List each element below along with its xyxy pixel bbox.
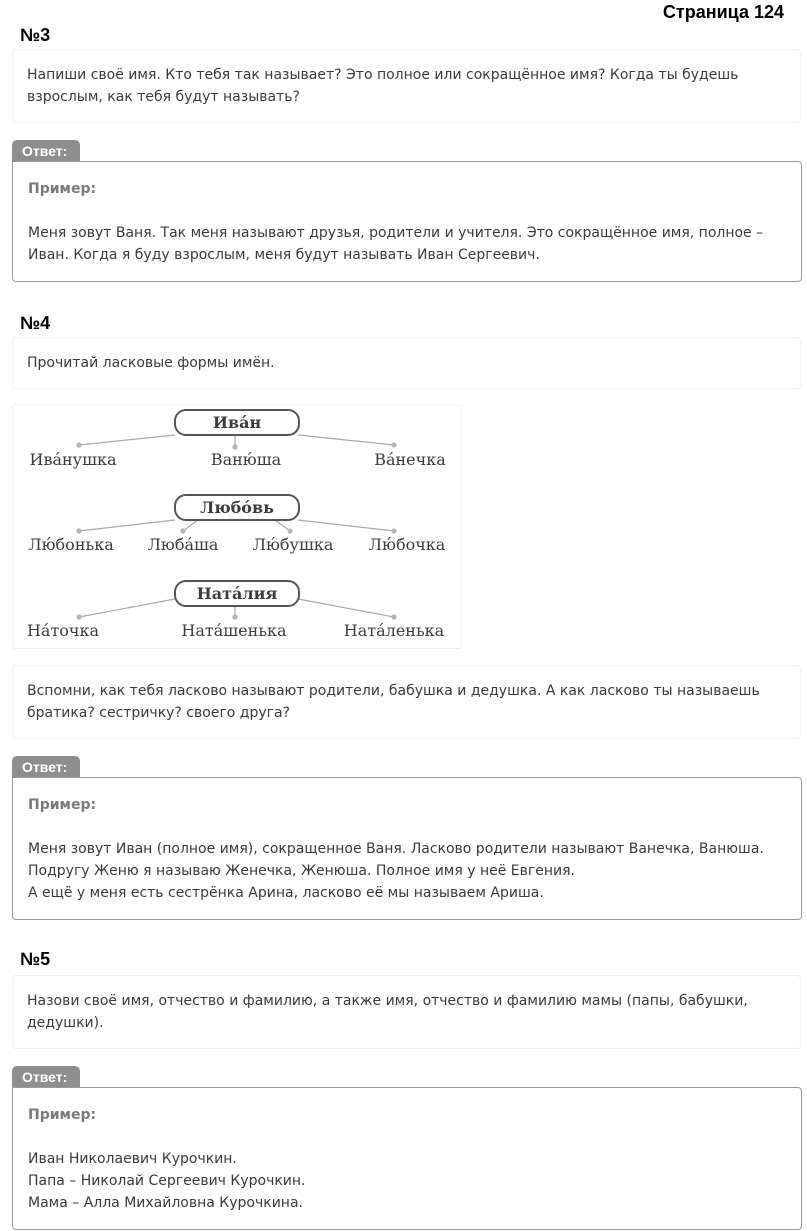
form-vanyusha: Ваню́ша xyxy=(210,450,282,469)
answer-line: Меня зовут Иван (полное имя), сокращенное Ваня. Ласково родители называют Ванечка, Ванюша. xyxy=(28,841,764,857)
name-lyubov: Любо́вь xyxy=(200,498,274,517)
form-vanechka: Ва́нечка xyxy=(374,450,446,469)
answer-line: А ещё у меня есть сестрёнка Арина, ласково её мы называем Ариша. xyxy=(28,885,544,901)
name-forms-diagram xyxy=(12,404,462,649)
name-natalia: Ната́лия xyxy=(196,584,278,603)
task-3-number: №3 xyxy=(20,25,51,45)
form-lyubushka: Лю́бушка xyxy=(252,535,334,554)
answer-line: Папа – Николай Сергеевич Курочкин. xyxy=(28,1173,306,1189)
task-3-answer-tab: Ответ: xyxy=(12,140,80,162)
answer-line: Мама – Алла Михайловна Курочкина. xyxy=(28,1195,303,1211)
task-4-answer-tab: Ответ: xyxy=(12,756,80,778)
task-4-question: Вспомни, как тебя ласково называют родители, бабушка и дедушка. А как ласково ты называешь братика? сестричку? своего друга? xyxy=(12,665,801,739)
example-label: Пример: xyxy=(28,1107,97,1123)
answer-line: Подругу Женю я называю Женечка, Женюша. Полное имя у неё Евгения. xyxy=(28,863,575,879)
task-5-number: №5 xyxy=(20,949,51,969)
answer-line: Меня зовут Ваня. Так меня называют друзья, родители и учителя. Это сокращённое имя, полное – Иван. Когда я буду взрослым, меня будут называть Иван Сергеевич. xyxy=(28,225,764,263)
name-forms-svg xyxy=(13,405,463,650)
form-natochka: На́точка xyxy=(26,621,100,640)
task-3-question: Напиши своё имя. Кто тебя так называет? Это полное или сокращённое имя? Когда ты будешь взрослым, как тебя будут называть? xyxy=(12,49,801,123)
task-4-number: №4 xyxy=(20,313,51,333)
form-lyubonka: Лю́бонька xyxy=(28,535,114,554)
answer-line: Иван Николаевич Курочкин. xyxy=(28,1151,237,1167)
example-label: Пример: xyxy=(28,797,97,813)
page-title: Страница 124 xyxy=(662,2,784,22)
form-lyubochka: Лю́бочка xyxy=(368,535,446,554)
form-natalenka: Ната́ленька xyxy=(343,621,445,640)
form-lyubasha: Люба́ша xyxy=(147,535,219,554)
task-3-answer-box xyxy=(12,161,802,282)
form-natashenka: Ната́шенька xyxy=(181,621,287,640)
task-4-answer-box xyxy=(12,777,802,920)
task-4-instruction: Прочитай ласковые формы имён. xyxy=(12,337,801,389)
task-5-question: Назови своё имя, отчество и фамилию, а также имя, отчество и фамилию мамы (папы, бабушки, дедушки). xyxy=(12,975,801,1049)
task-5-answer-tab: Ответ: xyxy=(12,1066,80,1088)
task-5-answer-box xyxy=(12,1087,802,1230)
example-label: Пример: xyxy=(28,181,97,197)
name-ivan: Ива́н xyxy=(212,413,262,432)
form-ivanushka: Ива́нушка xyxy=(29,450,117,469)
